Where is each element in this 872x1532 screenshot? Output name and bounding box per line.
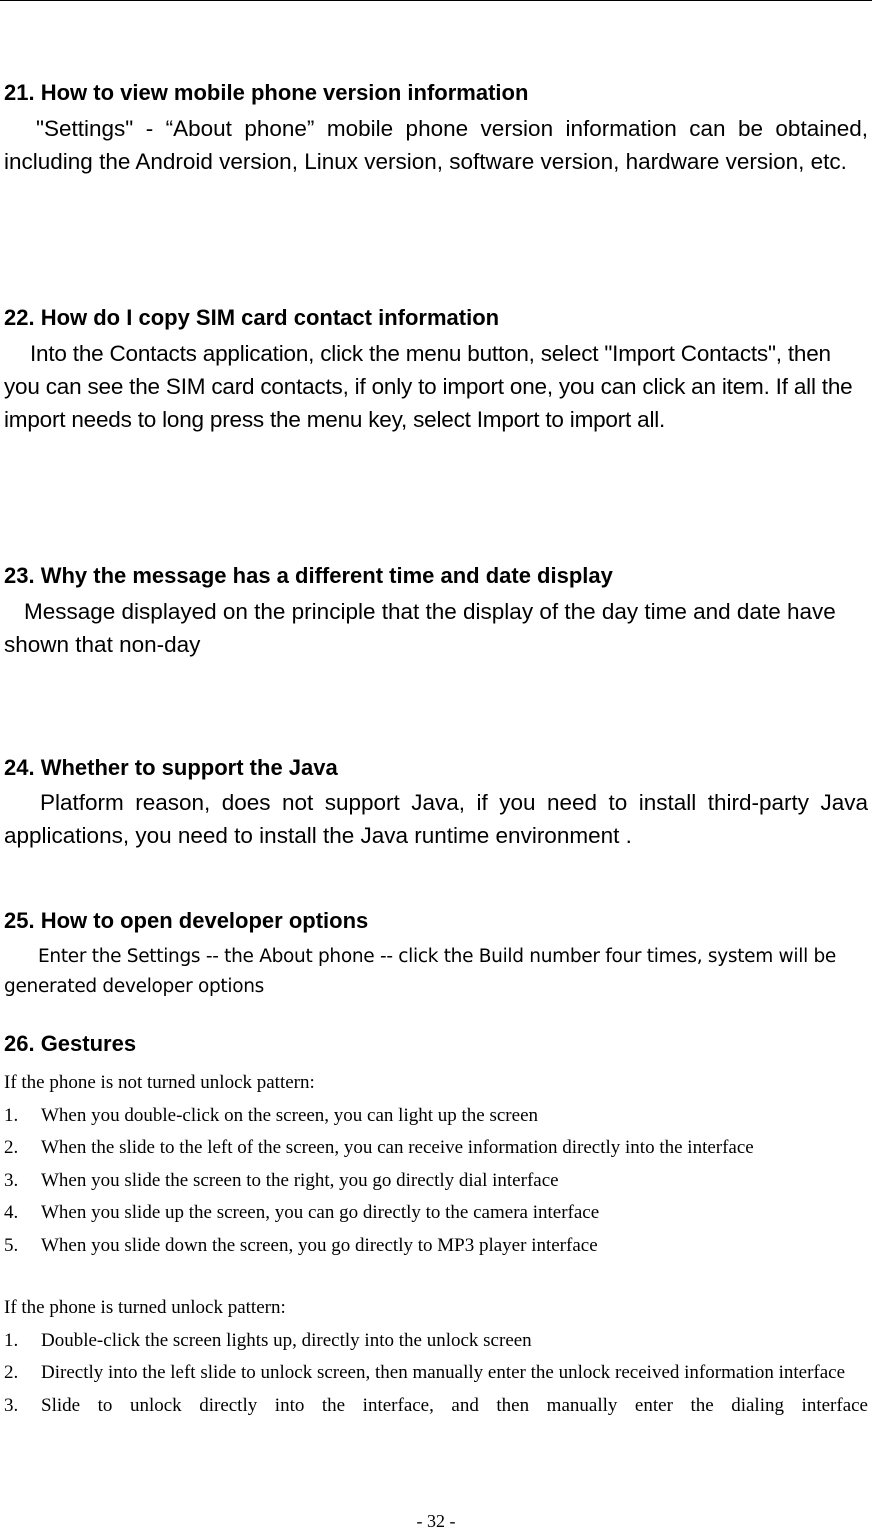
section-26: [4, 1031, 868, 1422]
list-item: 3. Slide to unlock directly into the interface, and then manually enter the dialing interface: [4, 1394, 868, 1416]
section-25: [4, 908, 868, 1002]
section-heading: 22. How do I copy SIM card contact information: [4, 305, 500, 330]
section-21: [4, 80, 868, 178]
section-heading: 21. How to view mobile phone version information: [4, 80, 529, 105]
section-heading: 23. Why the message has a different time and date display: [4, 563, 613, 588]
unlocked-intro: If the phone is not turned unlock pattern:: [4, 1072, 315, 1093]
section-body: Enter the Settings -- the About phone -- click the Build number four times, system will be generated developer options: [4, 946, 837, 997]
locked-intro: If the phone is turned unlock pattern:: [4, 1297, 286, 1318]
section-24: [4, 755, 868, 852]
list-item: 2. When the slide to the left of the screen, you can receive information directly into the interface: [4, 1137, 754, 1158]
section-heading: 24. Whether to support the Java: [4, 755, 338, 780]
list-item: 1. Double-click the screen lights up, directly into the unlock screen: [4, 1329, 532, 1351]
top-rule: [0, 0, 872, 1]
list-item: 5. When you slide down the screen, you go directly to MP3 player interface: [4, 1234, 598, 1256]
section-heading: 25. How to open developer options: [4, 908, 369, 933]
section-body: Into the Contacts application, click the menu button, select "Import Contacts", then you can see the SIM card contacts, if only to import one, you can click an item. If all the import needs to long press the menu key, select Import to import all.: [4, 341, 853, 432]
section-23: [4, 563, 868, 661]
list-item: 4. When you slide up the screen, you can go directly to the camera interface: [4, 1202, 600, 1223]
page-number: - 32 -: [416, 1511, 456, 1531]
list-item: 2. Directly into the left slide to unlock screen, then manually enter the unlock received information interface: [4, 1362, 846, 1383]
list-item: 1. When you double-click on the screen, you can light up the screen: [4, 1104, 538, 1126]
section-body: Message displayed on the principle that the display of the day time and date have shown that non-day: [4, 599, 836, 657]
section-22: [4, 305, 868, 436]
section-body: Platform reason, does not support Java, if you need to install third-party Java applications, you need to install the Java runtime environment .: [4, 790, 868, 848]
section-heading: 26. Gestures: [4, 1031, 137, 1056]
gestures-content: [4, 1067, 868, 1422]
section-body: "Settings" - “About phone” mobile phone version information can be obtained, including the Android version, Linux version, software version, hardware version, etc.: [4, 116, 868, 174]
list-item: 3. When you slide the screen to the right, you go directly dial interface: [4, 1169, 559, 1191]
